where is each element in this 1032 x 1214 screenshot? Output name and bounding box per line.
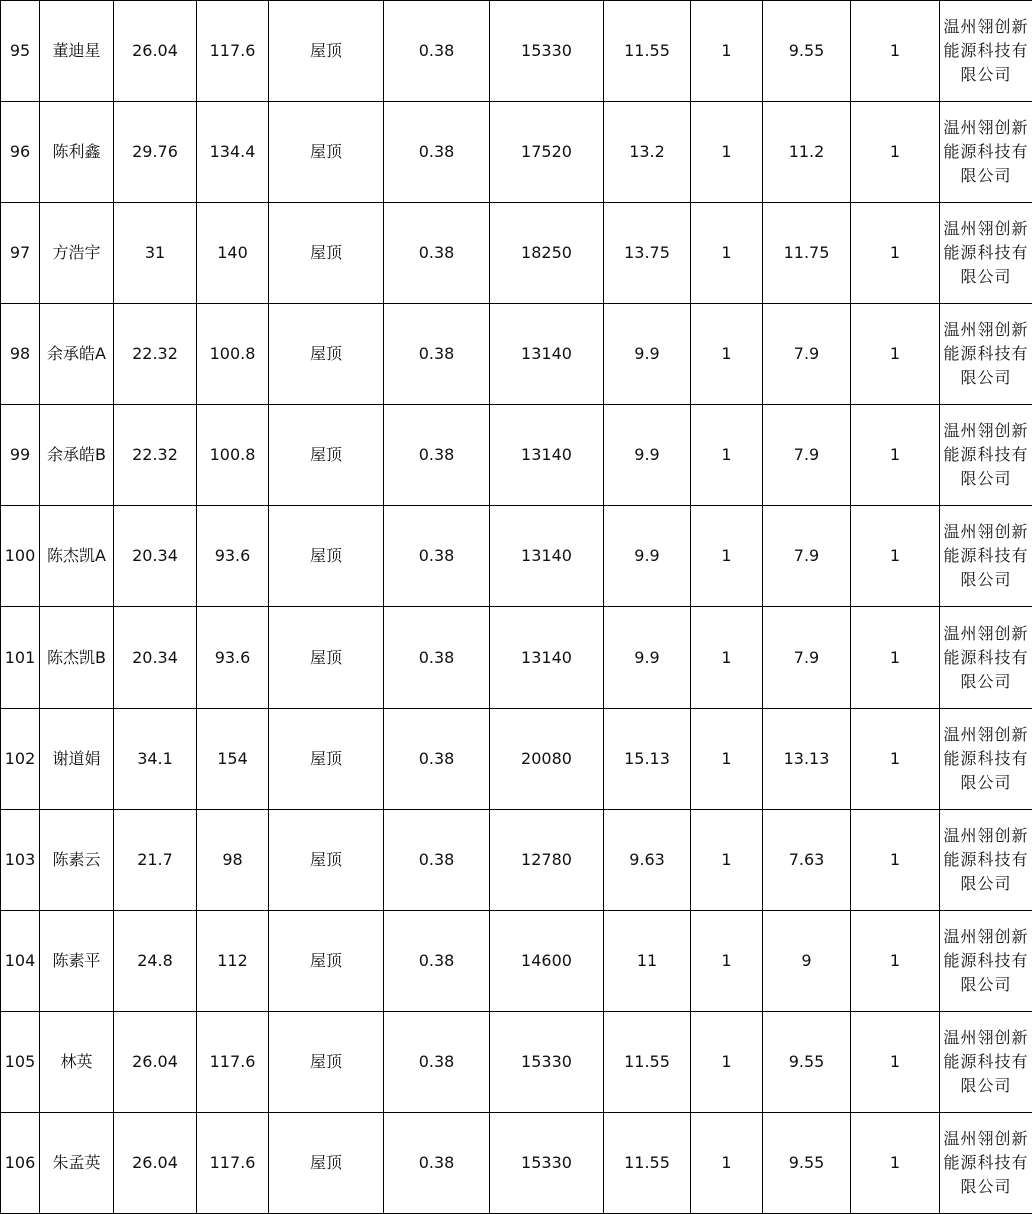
value-cell: 98 <box>197 809 269 910</box>
net-amount-cell: 7.63 <box>763 809 851 910</box>
count-cell: 1 <box>691 304 763 405</box>
generation-cell: 15330 <box>490 1011 604 1112</box>
capacity-cell: 26.04 <box>114 1011 197 1112</box>
count-cell: 1 <box>691 1011 763 1112</box>
company-cell: 温州翎创新能源科技有限公司 <box>940 405 1032 506</box>
amount-cell: 13.2 <box>604 102 691 203</box>
value-cell: 117.6 <box>197 1112 269 1213</box>
generation-cell: 18250 <box>490 203 604 304</box>
row-number-cell: 97 <box>1 203 40 304</box>
value-cell: 93.6 <box>197 607 269 708</box>
amount-cell: 9.63 <box>604 809 691 910</box>
amount-cell: 11.55 <box>604 1011 691 1112</box>
row-number-cell: 98 <box>1 304 40 405</box>
name-cell: 余承皓B <box>40 405 114 506</box>
amount-cell: 13.75 <box>604 203 691 304</box>
net-amount-cell: 9.55 <box>763 1 851 102</box>
generation-cell: 12780 <box>490 809 604 910</box>
table-row <box>1 203 1032 304</box>
amount-cell: 11 <box>604 910 691 1011</box>
count-cell: 1 <box>691 708 763 809</box>
capacity-cell: 21.7 <box>114 809 197 910</box>
value-cell: 93.6 <box>197 506 269 607</box>
location-cell: 屋顶 <box>269 203 384 304</box>
net-amount-cell: 9.55 <box>763 1112 851 1213</box>
location-cell: 屋顶 <box>269 102 384 203</box>
count-cell: 1 <box>691 1 763 102</box>
rate-cell: 0.38 <box>384 405 490 506</box>
company-cell: 温州翎创新能源科技有限公司 <box>940 809 1032 910</box>
generation-cell: 14600 <box>490 910 604 1011</box>
amount-cell: 9.9 <box>604 405 691 506</box>
flag-cell: 1 <box>851 1112 940 1213</box>
flag-cell: 1 <box>851 203 940 304</box>
capacity-cell: 20.34 <box>114 607 197 708</box>
row-number-cell: 103 <box>1 809 40 910</box>
count-cell: 1 <box>691 809 763 910</box>
location-cell: 屋顶 <box>269 607 384 708</box>
table-row <box>1 506 1032 607</box>
generation-cell: 13140 <box>490 506 604 607</box>
company-cell: 温州翎创新能源科技有限公司 <box>940 506 1032 607</box>
value-cell: 134.4 <box>197 102 269 203</box>
value-cell: 154 <box>197 708 269 809</box>
generation-cell: 13140 <box>490 304 604 405</box>
flag-cell: 1 <box>851 607 940 708</box>
count-cell: 1 <box>691 607 763 708</box>
location-cell: 屋顶 <box>269 1112 384 1213</box>
rate-cell: 0.38 <box>384 304 490 405</box>
value-cell: 117.6 <box>197 1011 269 1112</box>
generation-cell: 15330 <box>490 1112 604 1213</box>
amount-cell: 9.9 <box>604 304 691 405</box>
row-number-cell: 99 <box>1 405 40 506</box>
net-amount-cell: 7.9 <box>763 607 851 708</box>
rate-cell: 0.38 <box>384 607 490 708</box>
company-cell: 温州翎创新能源科技有限公司 <box>940 708 1032 809</box>
generation-cell: 17520 <box>490 102 604 203</box>
flag-cell: 1 <box>851 1011 940 1112</box>
name-cell: 陈杰凯B <box>40 607 114 708</box>
name-cell: 董迪星 <box>40 1 114 102</box>
location-cell: 屋顶 <box>269 304 384 405</box>
rate-cell: 0.38 <box>384 102 490 203</box>
count-cell: 1 <box>691 506 763 607</box>
capacity-cell: 34.1 <box>114 708 197 809</box>
count-cell: 1 <box>691 1112 763 1213</box>
location-cell: 屋顶 <box>269 1 384 102</box>
capacity-cell: 24.8 <box>114 910 197 1011</box>
capacity-cell: 22.32 <box>114 304 197 405</box>
capacity-cell: 29.76 <box>114 102 197 203</box>
capacity-cell: 31 <box>114 203 197 304</box>
company-cell: 温州翎创新能源科技有限公司 <box>940 607 1032 708</box>
count-cell: 1 <box>691 102 763 203</box>
generation-cell: 13140 <box>490 607 604 708</box>
name-cell: 陈杰凯A <box>40 506 114 607</box>
company-cell: 温州翎创新能源科技有限公司 <box>940 910 1032 1011</box>
rate-cell: 0.38 <box>384 809 490 910</box>
row-number-cell: 106 <box>1 1112 40 1213</box>
generation-cell: 15330 <box>490 1 604 102</box>
location-cell: 屋顶 <box>269 506 384 607</box>
row-number-cell: 101 <box>1 607 40 708</box>
net-amount-cell: 7.9 <box>763 506 851 607</box>
row-number-cell: 102 <box>1 708 40 809</box>
row-number-cell: 100 <box>1 506 40 607</box>
name-cell: 林英 <box>40 1011 114 1112</box>
rate-cell: 0.38 <box>384 1112 490 1213</box>
table-row <box>1 102 1032 203</box>
rate-cell: 0.38 <box>384 1011 490 1112</box>
net-amount-cell: 13.13 <box>763 708 851 809</box>
row-number-cell: 96 <box>1 102 40 203</box>
net-amount-cell: 9.55 <box>763 1011 851 1112</box>
row-number-cell: 104 <box>1 910 40 1011</box>
rate-cell: 0.38 <box>384 910 490 1011</box>
table-row <box>1 809 1032 910</box>
count-cell: 1 <box>691 203 763 304</box>
amount-cell: 9.9 <box>604 506 691 607</box>
location-cell: 屋顶 <box>269 809 384 910</box>
table-row <box>1 405 1032 506</box>
location-cell: 屋顶 <box>269 708 384 809</box>
value-cell: 117.6 <box>197 1 269 102</box>
flag-cell: 1 <box>851 708 940 809</box>
table-row <box>1 1112 1032 1213</box>
table-body <box>1 1 1032 1214</box>
net-amount-cell: 11.75 <box>763 203 851 304</box>
rate-cell: 0.38 <box>384 708 490 809</box>
flag-cell: 1 <box>851 809 940 910</box>
flag-cell: 1 <box>851 405 940 506</box>
flag-cell: 1 <box>851 506 940 607</box>
count-cell: 1 <box>691 910 763 1011</box>
count-cell: 1 <box>691 405 763 506</box>
name-cell: 陈素平 <box>40 910 114 1011</box>
table-row <box>1 304 1032 405</box>
value-cell: 100.8 <box>197 405 269 506</box>
table-row <box>1 1011 1032 1112</box>
rate-cell: 0.38 <box>384 1 490 102</box>
company-cell: 温州翎创新能源科技有限公司 <box>940 203 1032 304</box>
net-amount-cell: 11.2 <box>763 102 851 203</box>
name-cell: 陈利鑫 <box>40 102 114 203</box>
name-cell: 陈素云 <box>40 809 114 910</box>
row-number-cell: 95 <box>1 1 40 102</box>
company-cell: 温州翎创新能源科技有限公司 <box>940 1 1032 102</box>
amount-cell: 11.55 <box>604 1 691 102</box>
value-cell: 140 <box>197 203 269 304</box>
net-amount-cell: 7.9 <box>763 304 851 405</box>
location-cell: 屋顶 <box>269 910 384 1011</box>
rate-cell: 0.38 <box>384 506 490 607</box>
generation-cell: 20080 <box>490 708 604 809</box>
location-cell: 屋顶 <box>269 405 384 506</box>
generation-cell: 13140 <box>490 405 604 506</box>
table-row <box>1 1 1032 102</box>
location-cell: 屋顶 <box>269 1011 384 1112</box>
table-row <box>1 910 1032 1011</box>
flag-cell: 1 <box>851 102 940 203</box>
company-cell: 温州翎创新能源科技有限公司 <box>940 102 1032 203</box>
net-amount-cell: 9 <box>763 910 851 1011</box>
capacity-cell: 20.34 <box>114 506 197 607</box>
name-cell: 余承皓A <box>40 304 114 405</box>
capacity-cell: 22.32 <box>114 405 197 506</box>
capacity-cell: 26.04 <box>114 1112 197 1213</box>
name-cell: 谢道娟 <box>40 708 114 809</box>
row-number-cell: 105 <box>1 1011 40 1112</box>
rate-cell: 0.38 <box>384 203 490 304</box>
company-cell: 温州翎创新能源科技有限公司 <box>940 1011 1032 1112</box>
company-cell: 温州翎创新能源科技有限公司 <box>940 304 1032 405</box>
flag-cell: 1 <box>851 910 940 1011</box>
flag-cell: 1 <box>851 1 940 102</box>
amount-cell: 11.55 <box>604 1112 691 1213</box>
flag-cell: 1 <box>851 304 940 405</box>
table-row <box>1 708 1032 809</box>
company-cell: 温州翎创新能源科技有限公司 <box>940 1112 1032 1213</box>
name-cell: 方浩宇 <box>40 203 114 304</box>
amount-cell: 15.13 <box>604 708 691 809</box>
table-row <box>1 607 1032 708</box>
capacity-cell: 26.04 <box>114 1 197 102</box>
value-cell: 112 <box>197 910 269 1011</box>
name-cell: 朱孟英 <box>40 1112 114 1213</box>
value-cell: 100.8 <box>197 304 269 405</box>
net-amount-cell: 7.9 <box>763 405 851 506</box>
amount-cell: 9.9 <box>604 607 691 708</box>
